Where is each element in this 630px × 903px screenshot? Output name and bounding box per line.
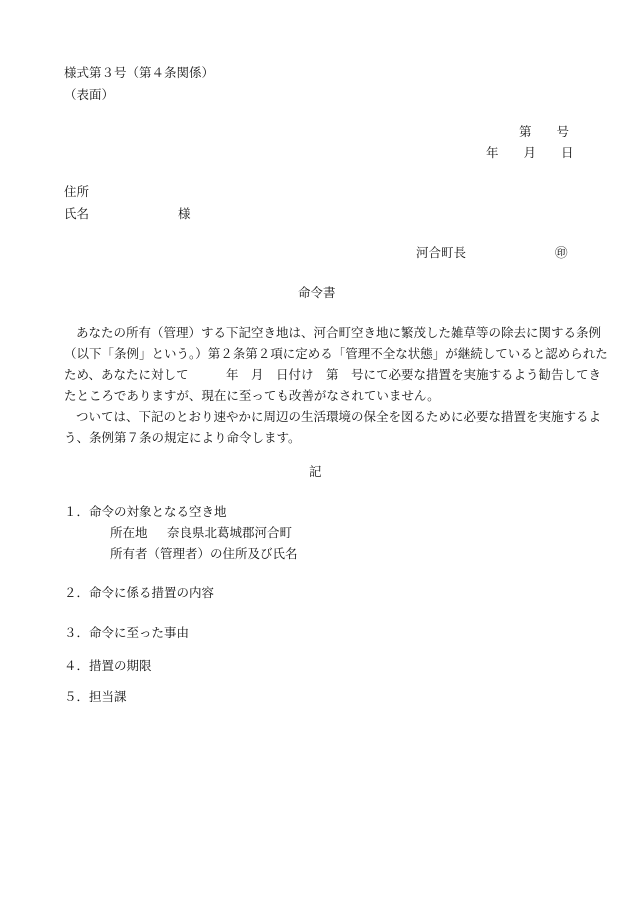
issuer-title: 河合町長 (416, 245, 467, 260)
item-4: ４．措置の期限 (64, 658, 152, 673)
item-1-location-label: 所在地 (110, 525, 148, 540)
seal-mark: ㊞ (555, 245, 568, 260)
body-line: あなたの所有（管理）する下記空き地は、河合町空き地に繁茂した雑草等の除去に関する条例 (76, 325, 602, 340)
body-paragraph-2 (64, 406, 602, 448)
item-1-owner-label: 所有者（管理者）の住所及び氏名 (110, 546, 298, 561)
document-date: 年 月 日 (486, 145, 574, 160)
item-5: ５．担当課 (64, 689, 127, 704)
body-line: う、条例第７条の規定により命令します。 (64, 430, 301, 445)
honorific: 様 (178, 206, 191, 221)
form-number: 様式第３号（第４条関係） (64, 65, 215, 80)
ki-heading: 記 (309, 464, 322, 479)
body-line: （以下「条例」という。）第２条第２項に定める「管理不全な状態」が継続していると認められた (64, 346, 608, 361)
document-title: 命令書 (298, 285, 336, 300)
front-side-label: （表面） (64, 87, 115, 102)
name-label: 氏名 (64, 206, 90, 221)
document-number: 第 号 (519, 124, 570, 139)
item-2: ２．命令に係る措置の内容 (64, 585, 215, 600)
item-1-location-value: 奈良県北葛城郡河合町 (167, 525, 293, 540)
address-label: 住所 (64, 184, 90, 199)
item-1: １．命令の対象となる空き地 (64, 504, 227, 519)
body-paragraph-1 (64, 322, 608, 406)
body-line: たところでありますが、現在に至っても改善がなされていません。 (64, 388, 440, 403)
body-line: ため、あなたに対して 年 月 日付け 第 号にて必要な措置を実施するよう勧告してき (64, 367, 602, 382)
body-line: ついては、下記のとおり速やかに周辺の生活環境の保全を図るために必要な措置を実施するよ (76, 409, 602, 424)
item-3: ３．命令に至った事由 (64, 625, 190, 640)
